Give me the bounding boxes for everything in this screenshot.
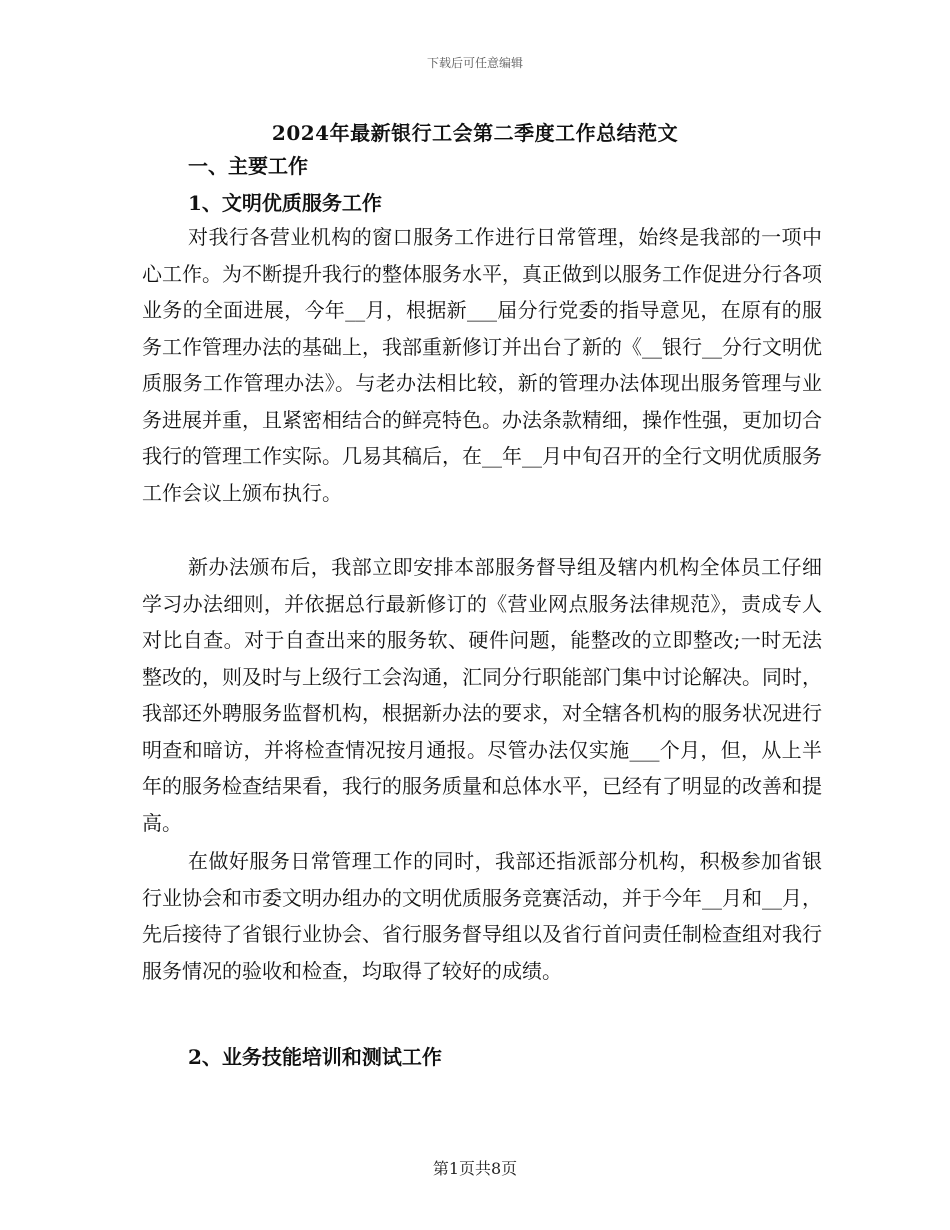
page-header-note: 下载后可任意编辑: [426, 56, 523, 70]
subsection-heading-service: 1、文明优质服务工作: [188, 191, 382, 215]
paragraph-2: 新办法颁布后，我部立即安排本部服务督导组及辖内机构全体员工仔细学习办法细则，并依据总行最新修订的《营业网点服务法律规范》，责成专人对比自查。对于自查出来的服务软、硬件问题，能整改的立即整改;一时无法整改的，则及时与上级行工会沟通，汇同分行职能部门集中讨论解决。同时，我部还外聘服务监督机构，根据新办法的要求，对全辖各机构的服务状况进行明查和暗访，并将检查情况按月通报。尽管办法仅实施___个月，但，从上半年的服务检查结果看，我行的服务质量和总体水平，已经有了明显的改善和提高。: [142, 555, 822, 835]
subsection-heading-training: 2、业务技能培训和测试工作: [188, 1045, 442, 1069]
section-heading-main-work: 一、主要工作: [188, 154, 308, 178]
paragraph-3: 在做好服务日常管理工作的同时，我部还指派部分机构，积极参加省银行业协会和市委文明办组办的文明优质服务竞赛活动，并于今年__月和__月，先后接待了省银行业协会、省行服务督导组以及省行首问责任制检查组对我行服务情况的验收和检查，均取得了较好的成绩。: [142, 849, 822, 983]
document-title: 2024年最新银行工会第二季度工作总结范文: [271, 121, 679, 145]
paragraph-1: 对我行各营业机构的窗口服务工作进行日常管理，始终是我部的一项中心工作。为不断提升我行的整体服务水平，真正做到以服务工作促进分行各项业务的全面进展，今年__月，根据新___届分行党委的指导意见，在原有的服务工作管理办法的基础上，我部重新修订并出台了新的《__银行__分行文明优质服务工作管理办法》。与老办法相比较，新的管理办法体现出服务管理与业务进展并重，且紧密相结合的鲜亮特色。办法条款精细，操作性强，更加切合我行的管理工作实际。几易其稿后，在__年__月中旬召开的全行文明优质服务工作会议上颁布执行。: [142, 225, 822, 505]
page-number: 第1页共8页: [432, 1159, 518, 1178]
